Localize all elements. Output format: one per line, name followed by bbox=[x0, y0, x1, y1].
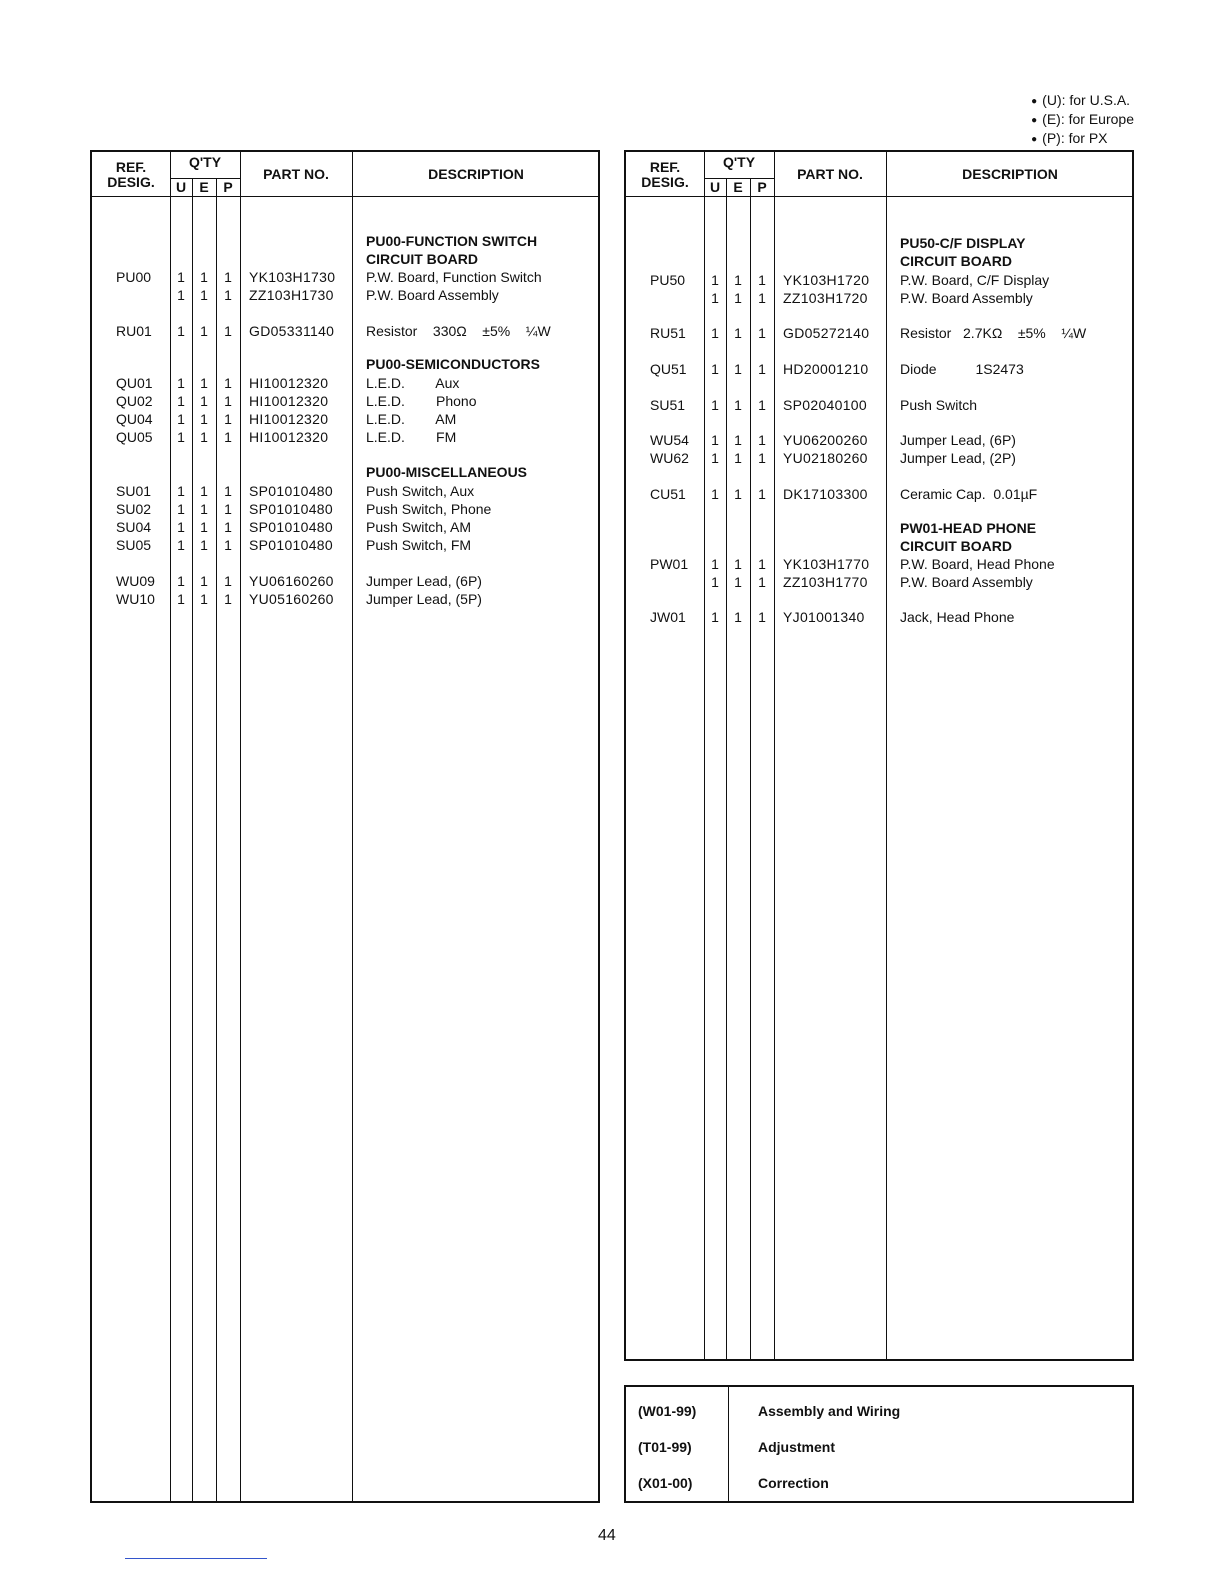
legend-usa: ● (U): for U.S.A. bbox=[1031, 92, 1134, 111]
table-row bbox=[626, 271, 1132, 289]
qty-u: 1 bbox=[177, 269, 185, 285]
qty-p: 1 bbox=[224, 429, 232, 445]
header-e: E bbox=[199, 179, 209, 195]
qty-e: 1 bbox=[200, 519, 208, 535]
ref-designator: QU01 bbox=[116, 375, 153, 391]
table-row bbox=[92, 286, 598, 304]
table-row bbox=[92, 322, 598, 340]
table-row bbox=[626, 431, 1132, 449]
qty-u: 1 bbox=[711, 574, 719, 590]
header-p: P bbox=[757, 179, 767, 195]
part-number: YK103H1720 bbox=[783, 272, 870, 288]
qty-e: 1 bbox=[200, 429, 208, 445]
legend-px: ● (P): for PX bbox=[1031, 130, 1134, 149]
part-description: P.W. Board Assembly bbox=[366, 287, 499, 303]
ref-designator: SU05 bbox=[116, 537, 152, 553]
qty-e: 1 bbox=[734, 325, 742, 341]
qty-p: 1 bbox=[224, 375, 232, 391]
qty-e: 1 bbox=[734, 609, 742, 625]
part-description: L.E.D. Aux bbox=[366, 375, 460, 391]
note-code: (W01-99) bbox=[638, 1403, 697, 1419]
header-part-no: PART NO. bbox=[797, 166, 863, 182]
part-number: YK103H1770 bbox=[783, 556, 870, 572]
header-desig: DESIG. bbox=[641, 174, 689, 190]
qty-u: 1 bbox=[711, 272, 719, 288]
table-row bbox=[92, 536, 598, 554]
parts-table-left bbox=[90, 150, 600, 1503]
table-row bbox=[92, 410, 598, 428]
part-number: HI10012320 bbox=[249, 375, 329, 391]
part-number: SP02040100 bbox=[783, 397, 867, 413]
part-description: P.W. Board, Head Phone bbox=[900, 556, 1055, 572]
table-row bbox=[92, 482, 598, 500]
qty-e: 1 bbox=[734, 574, 742, 590]
ref-designator: WU62 bbox=[650, 450, 689, 466]
table-row bbox=[626, 573, 1132, 591]
part-number: YJ01001340 bbox=[783, 609, 865, 625]
qty-p: 1 bbox=[224, 591, 232, 607]
part-description: Jumper Lead, (2P) bbox=[900, 450, 1016, 466]
part-description: L.E.D. FM bbox=[366, 429, 457, 445]
table-row bbox=[92, 590, 598, 608]
qty-p: 1 bbox=[224, 519, 232, 535]
qty-e: 1 bbox=[200, 501, 208, 517]
qty-p: 1 bbox=[758, 397, 766, 413]
part-number: SP01010480 bbox=[249, 501, 333, 517]
table-row bbox=[626, 289, 1132, 307]
part-description: Diode 1S2473 bbox=[900, 361, 1024, 377]
qty-p: 1 bbox=[224, 537, 232, 553]
part-number: GD05331140 bbox=[249, 323, 335, 339]
qty-u: 1 bbox=[177, 591, 185, 607]
qty-u: 1 bbox=[177, 429, 185, 445]
qty-e: 1 bbox=[200, 375, 208, 391]
part-description: Resistor 2.7KΩ ±5% ¼W bbox=[900, 325, 1087, 341]
table-row bbox=[92, 392, 598, 410]
header-part-no: PART NO. bbox=[263, 166, 329, 182]
part-description: P.W. Board Assembly bbox=[900, 574, 1033, 590]
part-description: P.W. Board, Function Switch bbox=[366, 269, 542, 285]
qty-p: 1 bbox=[758, 325, 766, 341]
ref-designator: CU51 bbox=[650, 486, 686, 502]
part-number: YU02180260 bbox=[783, 450, 868, 466]
qty-p: 1 bbox=[224, 269, 232, 285]
region-legend bbox=[1031, 92, 1134, 149]
ref-designator: JW01 bbox=[650, 609, 686, 625]
ref-designator: SU01 bbox=[116, 483, 152, 499]
ref-designator: QU05 bbox=[116, 429, 153, 445]
header-p: P bbox=[223, 179, 233, 195]
note-text: Adjustment bbox=[758, 1439, 835, 1455]
qty-u: 1 bbox=[711, 397, 719, 413]
part-description: Push Switch, AM bbox=[366, 519, 472, 535]
note-code: (T01-99) bbox=[638, 1439, 692, 1455]
qty-p: 1 bbox=[224, 393, 232, 409]
ref-designator: WU54 bbox=[650, 432, 689, 448]
part-description: Push Switch bbox=[900, 397, 978, 413]
qty-u: 1 bbox=[711, 290, 719, 306]
qty-u: 1 bbox=[177, 411, 185, 427]
qty-p: 1 bbox=[224, 501, 232, 517]
part-description: Jumper Lead, (5P) bbox=[366, 591, 482, 607]
header-ref: REF. bbox=[115, 159, 147, 175]
qty-e: 1 bbox=[200, 393, 208, 409]
table-row bbox=[92, 268, 598, 286]
header-description: DESCRIPTION bbox=[962, 166, 1058, 182]
qty-e: 1 bbox=[200, 269, 208, 285]
qty-p: 1 bbox=[758, 450, 766, 466]
part-number: HI10012320 bbox=[249, 393, 329, 409]
parts-table-right bbox=[624, 150, 1134, 1361]
part-number: GD05272140 bbox=[783, 325, 870, 341]
qty-p: 1 bbox=[758, 432, 766, 448]
qty-u: 1 bbox=[177, 519, 185, 535]
qty-p: 1 bbox=[224, 323, 232, 339]
section-heading: PW01-HEAD PHONE CIRCUIT BOARD bbox=[900, 520, 1037, 554]
qty-p: 1 bbox=[224, 483, 232, 499]
qty-u: 1 bbox=[177, 323, 185, 339]
part-number: YU05160260 bbox=[249, 591, 334, 607]
qty-u: 1 bbox=[711, 609, 719, 625]
qty-e: 1 bbox=[734, 556, 742, 572]
section-heading: PU00-SEMICONDUCTORS bbox=[366, 356, 540, 372]
table-row bbox=[92, 374, 598, 392]
part-number: ZZ103H1770 bbox=[783, 574, 868, 590]
qty-e: 1 bbox=[200, 411, 208, 427]
table-row bbox=[626, 324, 1132, 342]
table-row bbox=[92, 428, 598, 446]
part-description: Jumper Lead, (6P) bbox=[366, 573, 482, 589]
qty-p: 1 bbox=[758, 609, 766, 625]
part-description: L.E.D. Phono bbox=[366, 393, 477, 409]
part-number: HI10012320 bbox=[249, 429, 329, 445]
qty-u: 1 bbox=[177, 501, 185, 517]
part-description: P.W. Board, C/F Display bbox=[900, 272, 1050, 288]
table-row bbox=[92, 572, 598, 590]
header-u: U bbox=[175, 179, 187, 195]
part-number: ZZ103H1720 bbox=[783, 290, 868, 306]
table-row bbox=[626, 396, 1132, 414]
part-description: Jack, Head Phone bbox=[900, 609, 1015, 625]
ref-designator: QU51 bbox=[650, 361, 687, 377]
part-description: Ceramic Cap. 0.01µF bbox=[900, 486, 1038, 502]
note-text: Assembly and Wiring bbox=[758, 1403, 901, 1419]
part-description: Resistor 330Ω ±5% ¼W bbox=[366, 323, 551, 339]
qty-u: 1 bbox=[177, 483, 185, 499]
qty-p: 1 bbox=[758, 272, 766, 288]
header-qty: Q'TY bbox=[722, 154, 756, 170]
ref-designator: PU00 bbox=[116, 269, 152, 285]
footer-rule bbox=[125, 1558, 267, 1559]
ref-designator: WU09 bbox=[116, 573, 155, 589]
qty-p: 1 bbox=[758, 486, 766, 502]
ref-designator: WU10 bbox=[116, 591, 155, 607]
header-description: DESCRIPTION bbox=[428, 166, 524, 182]
part-description: Push Switch, FM bbox=[366, 537, 472, 553]
qty-u: 1 bbox=[711, 361, 719, 377]
page-number: 44 bbox=[598, 1527, 616, 1544]
section-heading: PU00-MISCELLANEOUS bbox=[366, 464, 528, 480]
part-number: SP01010480 bbox=[249, 537, 333, 553]
header-u: U bbox=[709, 179, 721, 195]
qty-e: 1 bbox=[734, 486, 742, 502]
ref-designator: SU04 bbox=[116, 519, 152, 535]
qty-u: 1 bbox=[177, 287, 185, 303]
ref-designator: SU02 bbox=[116, 501, 152, 517]
part-number: YK103H1730 bbox=[249, 269, 336, 285]
note-code: (X01-00) bbox=[638, 1475, 693, 1491]
table-row bbox=[626, 449, 1132, 467]
part-number: HI10012320 bbox=[249, 411, 329, 427]
qty-p: 1 bbox=[224, 287, 232, 303]
part-number: YU06160260 bbox=[249, 573, 334, 589]
qty-p: 1 bbox=[224, 573, 232, 589]
part-number: DK17103300 bbox=[783, 486, 868, 502]
note-text: Correction bbox=[758, 1475, 829, 1491]
qty-p: 1 bbox=[758, 574, 766, 590]
qty-p: 1 bbox=[758, 556, 766, 572]
header-e: E bbox=[733, 179, 743, 195]
table-row bbox=[92, 518, 598, 536]
part-number: SP01010480 bbox=[249, 483, 333, 499]
qty-e: 1 bbox=[200, 287, 208, 303]
part-description: Push Switch, Phone bbox=[366, 501, 492, 517]
section-heading: PU50-C/F DISPLAY CIRCUIT BOARD bbox=[900, 235, 1026, 269]
ref-designator: QU02 bbox=[116, 393, 153, 409]
table-row bbox=[626, 360, 1132, 378]
header-qty: Q'TY bbox=[188, 154, 222, 170]
table-row bbox=[92, 500, 598, 518]
part-description: L.E.D. AM bbox=[366, 411, 457, 427]
section-heading: PU00-FUNCTION SWITCH CIRCUIT BOARD bbox=[366, 233, 538, 267]
part-number: HD20001210 bbox=[783, 361, 869, 377]
table-row bbox=[626, 608, 1132, 626]
part-number: ZZ103H1730 bbox=[249, 287, 334, 303]
part-number: YU06200260 bbox=[783, 432, 868, 448]
ref-designator: RU51 bbox=[650, 325, 686, 341]
legend-europe: ● (E): for Europe bbox=[1031, 111, 1134, 130]
qty-p: 1 bbox=[758, 361, 766, 377]
ref-designator: PU50 bbox=[650, 272, 686, 288]
qty-u: 1 bbox=[711, 486, 719, 502]
part-description: Jumper Lead, (6P) bbox=[900, 432, 1016, 448]
revision-code-legend bbox=[624, 1385, 1134, 1503]
ref-designator: PW01 bbox=[650, 556, 689, 572]
qty-e: 1 bbox=[200, 483, 208, 499]
header-ref: REF. bbox=[649, 159, 681, 175]
qty-u: 1 bbox=[711, 556, 719, 572]
qty-u: 1 bbox=[711, 432, 719, 448]
qty-u: 1 bbox=[177, 573, 185, 589]
qty-u: 1 bbox=[177, 393, 185, 409]
table-row bbox=[626, 555, 1132, 573]
part-description: P.W. Board Assembly bbox=[900, 290, 1033, 306]
header-desig: DESIG. bbox=[107, 174, 155, 190]
qty-e: 1 bbox=[200, 573, 208, 589]
qty-e: 1 bbox=[200, 591, 208, 607]
qty-e: 1 bbox=[200, 323, 208, 339]
part-description: Push Switch, Aux bbox=[366, 483, 475, 499]
qty-e: 1 bbox=[734, 450, 742, 466]
qty-e: 1 bbox=[734, 290, 742, 306]
qty-p: 1 bbox=[758, 290, 766, 306]
ref-designator: QU04 bbox=[116, 411, 153, 427]
qty-e: 1 bbox=[734, 361, 742, 377]
qty-e: 1 bbox=[734, 272, 742, 288]
table-row bbox=[626, 485, 1132, 503]
part-number: SP01010480 bbox=[249, 519, 333, 535]
qty-e: 1 bbox=[734, 432, 742, 448]
qty-u: 1 bbox=[711, 450, 719, 466]
qty-u: 1 bbox=[177, 537, 185, 553]
ref-designator: RU01 bbox=[116, 323, 152, 339]
qty-p: 1 bbox=[224, 411, 232, 427]
qty-u: 1 bbox=[711, 325, 719, 341]
qty-e: 1 bbox=[200, 537, 208, 553]
qty-u: 1 bbox=[177, 375, 185, 391]
qty-e: 1 bbox=[734, 397, 742, 413]
ref-designator: SU51 bbox=[650, 397, 686, 413]
